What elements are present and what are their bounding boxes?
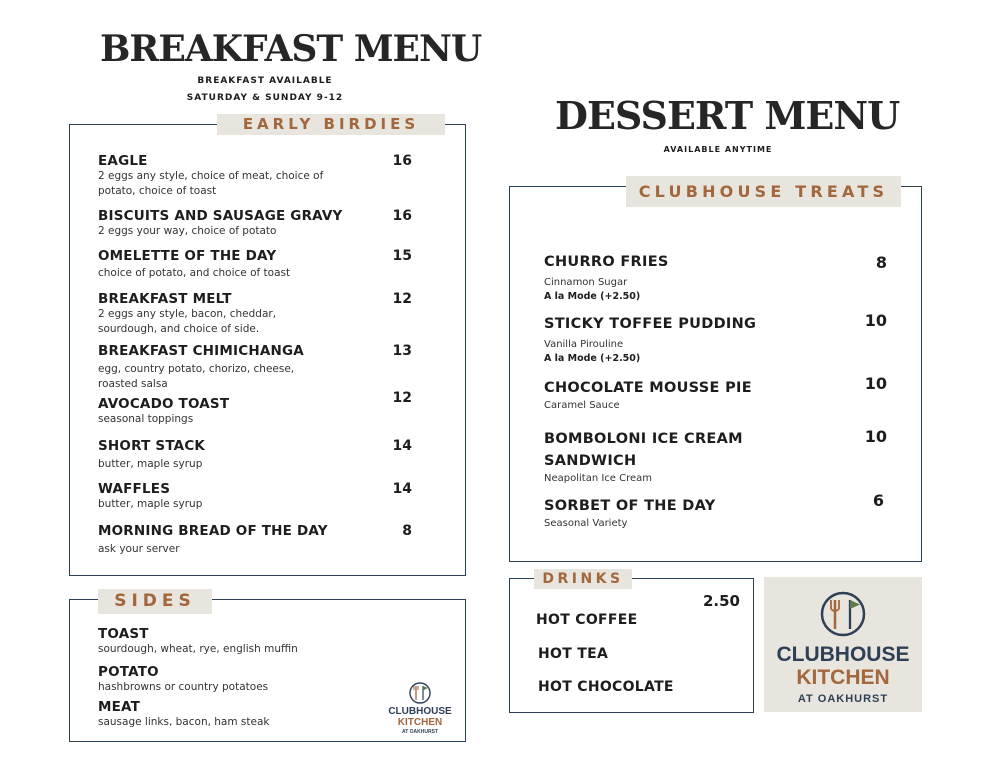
logo-line3: AT OAKHURST [797, 693, 889, 705]
item-price: 6 [872, 491, 884, 510]
item-description: Vanilla Pirouline [544, 339, 624, 350]
item-description: Caramel Sauce [544, 400, 620, 411]
clubhouse-kitchen-logo-small [380, 680, 460, 736]
breakfast-item-omelette [98, 248, 398, 281]
golf-flag-fork-icon [764, 577, 922, 712]
item-description: butter, maple syrup [98, 458, 203, 470]
item-description: Neapolitan Ice Cream [544, 473, 653, 484]
dessert-item-sorbet [544, 495, 804, 531]
dessert-item-churro-fries [544, 251, 804, 304]
item-description: 2 eggs any style, choice of meat, choice of potato, choice of toast [98, 170, 324, 197]
drinks-price: 2.50 [702, 592, 740, 610]
dessert-item-sticky-toffee [544, 313, 804, 366]
item-name: OMELETTE OF THE DAY [98, 248, 277, 264]
drinks-label: DRINKS [534, 569, 632, 589]
item-description: 2 eggs any style, bacon, cheddar, sourdough, and choice of side. [98, 308, 277, 335]
golf-flag-fork-icon [380, 680, 460, 736]
item-price: 8 [402, 523, 412, 539]
breakfast-item-eagle [98, 153, 398, 199]
breakfast-item-chimichanga [98, 343, 398, 392]
drink-item-hot-chocolate: HOT CHOCOLATE [538, 679, 674, 695]
item-description: Cinnamon Sugar [544, 277, 628, 288]
breakfast-menu-title: BREAKFAST MENU [100, 28, 482, 70]
item-name: BISCUITS AND SAUSAGE GRAVY [98, 208, 343, 224]
item-name: CHURRO FRIES [544, 254, 669, 270]
logo-line1: CLUBHOUSE [776, 643, 910, 666]
item-name: SHORT STACK [98, 438, 206, 454]
side-item-potato [98, 664, 358, 695]
item-description: seasonal toppings [98, 413, 194, 425]
logo-small-line2: KITCHEN [397, 717, 443, 728]
item-name: BREAKFAST CHIMICHANGA [98, 343, 304, 359]
breakfast-availability-line1: BREAKFAST AVAILABLE [197, 76, 333, 86]
item-price: 10 [864, 427, 887, 446]
item-name: CHOCOLATE MOUSSE PIE [544, 380, 752, 396]
item-description: Seasonal Variety [544, 518, 628, 529]
logo-line2: KITCHEN [796, 666, 890, 689]
item-price: 16 [392, 208, 412, 224]
breakfast-item-morning-bread [98, 523, 398, 557]
breakfast-item-waffles [98, 481, 398, 512]
item-name: SORBET OF THE DAY [544, 498, 716, 514]
clubhouse-treats-label: CLUBHOUSE TREATS [626, 176, 901, 207]
item-description: choice of potato, and choice of toast [98, 267, 291, 279]
sides-label: SIDES [98, 589, 212, 614]
item-price: 12 [392, 390, 412, 406]
early-birdies-label: EARLY BIRDIES [217, 114, 445, 135]
item-price: 12 [392, 291, 412, 307]
item-price: 13 [392, 343, 412, 359]
item-price: 8 [875, 253, 887, 272]
item-description: ask your server [98, 543, 180, 555]
dessert-menu-title: DESSERT MENU [555, 93, 900, 138]
breakfast-availability-line2: SATURDAY & SUNDAY 9-12 [186, 93, 344, 103]
logo-small-line3: AT OAKHURST [401, 729, 439, 735]
item-name: MORNING BREAD OF THE DAY [98, 523, 328, 539]
item-name: STICKY TOFFEE PUDDING [544, 316, 757, 332]
item-name: BOMBOLONI ICE CREAM SANDWICH [544, 431, 743, 469]
item-name: AVOCADO TOAST [98, 396, 230, 412]
item-name: BREAKFAST MELT [98, 291, 232, 307]
item-name: WAFFLES [98, 481, 171, 497]
item-price: 14 [392, 481, 412, 497]
side-item-meat [98, 699, 358, 730]
drink-item-hot-coffee: HOT COFFEE [536, 612, 638, 628]
breakfast-item-short-stack [98, 438, 398, 472]
side-item-toast [98, 626, 358, 657]
dessert-item-bomboloni [544, 428, 764, 486]
item-description: sausage links, bacon, ham steak [98, 716, 270, 728]
breakfast-item-avocado-toast [98, 396, 398, 427]
item-price: 14 [392, 438, 412, 454]
item-description: 2 eggs your way, choice of potato [98, 225, 277, 237]
dessert-availability: AVAILABLE ANYTIME [663, 145, 773, 154]
item-name: POTATO [98, 664, 159, 680]
item-name: MEAT [98, 699, 141, 715]
item-price: 10 [864, 311, 887, 330]
item-name: EAGLE [98, 153, 148, 169]
item-price: 15 [392, 248, 412, 264]
item-name: TOAST [98, 626, 149, 642]
item-description: hashbrowns or country potatoes [98, 681, 269, 693]
item-description: butter, maple syrup [98, 498, 203, 510]
item-a-la-mode: A la Mode (+2.50) [544, 291, 641, 302]
breakfast-item-melt [98, 291, 398, 337]
dessert-item-chocolate-mousse [544, 377, 804, 413]
item-price: 16 [392, 153, 412, 169]
item-description: sourdough, wheat, rye, english muffin [98, 643, 298, 655]
logo-small-line1: CLUBHOUSE [388, 706, 452, 717]
item-price: 10 [864, 374, 887, 393]
item-description: egg, country potato, chorizo, cheese, roasted salsa [98, 363, 295, 390]
breakfast-item-biscuits [98, 208, 398, 239]
item-a-la-mode: A la Mode (+2.50) [544, 353, 641, 364]
drink-item-hot-tea: HOT TEA [538, 646, 609, 662]
clubhouse-kitchen-logo [764, 577, 922, 712]
